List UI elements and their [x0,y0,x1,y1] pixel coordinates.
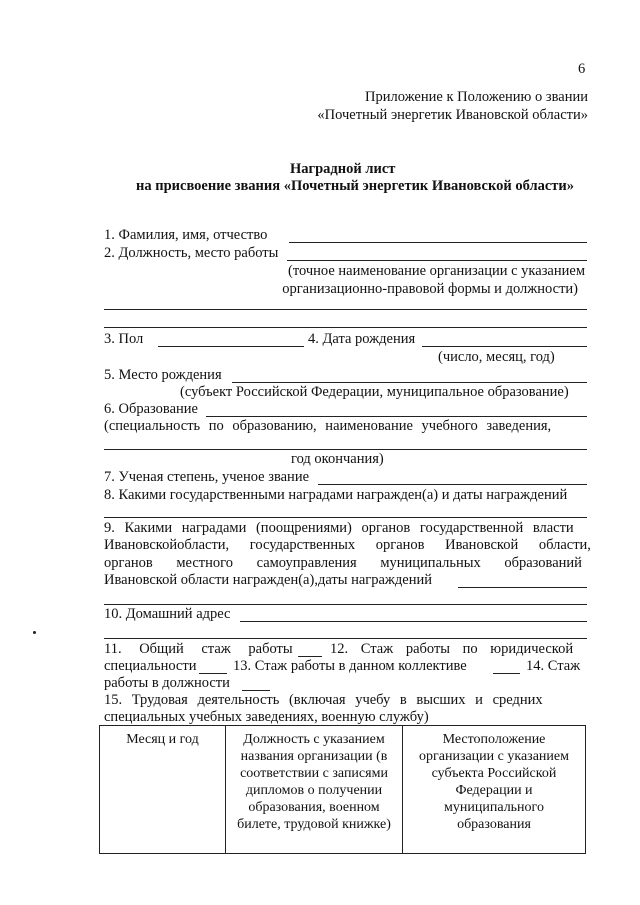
table-header-month-year [100,726,226,854]
field-education-label: 6. Образование [104,401,198,417]
field-education-line-2 [104,449,587,450]
appendix-line-2: «Почетный энергетик Ивановской области» [317,107,588,123]
field-position-experience-label: 14. Стаж [526,658,581,674]
field-regional-awards-l3: органов местного самоуправления муниципальных образований [104,555,582,571]
field-total-experience-line [298,656,322,657]
field-education-note-2: год окончания) [291,451,384,467]
margin-dot [33,631,36,634]
field-regional-awards-line [458,587,587,588]
field-birth-date-label: 4. Дата рождения [308,331,416,347]
field-address-line-2 [104,638,587,639]
table-header-position [226,726,403,854]
field-position-note-2: организационно-правовой формы и должности) [282,281,578,297]
table-header-text: Месяц и год [126,732,199,747]
table-header-text: муниципального [444,800,544,815]
field-degree-line [318,484,587,485]
field-education-line [206,416,587,417]
field-birth-date-note: (число, месяц, год) [438,349,555,365]
table-row [100,726,586,854]
field-state-awards-line [104,517,587,518]
page-number: 6 [578,61,586,77]
field-total-experience-label: 11. Общий стаж работы [104,641,293,657]
field-specialty-line [199,673,227,674]
field-position-line-3 [104,327,587,328]
table-header-text: субъекта Российской [431,766,557,781]
field-position-line [287,260,587,261]
field-specialty-label: специальности [104,658,197,674]
table-header-text: организации с указанием [419,749,569,764]
field-full-name-label: 1. Фамилия, имя, отчество [104,227,268,243]
field-position-experience-label-2: работы в должности [104,675,230,691]
field-state-awards-label: 8. Какими государственными наградами награжден(а) и даты награждений [104,487,568,503]
field-sex-label: 3. Пол [104,331,144,347]
title-line-2: на присвоение звания «Почетный энергетик Ивановской области» [136,178,575,194]
field-position-label: 2. Должность, место работы [104,245,279,261]
field-address-label: 10. Домашний адрес [104,606,231,622]
field-work-history-l2: специальных учебных заведениях, военную службу) [104,709,429,725]
field-sex-line [158,346,304,347]
table-header-text: образования, военном [248,800,380,815]
field-full-name-line [289,242,587,243]
table-header-text: соответствии с записями [240,766,388,781]
field-birth-date-line [422,346,587,347]
field-regional-awards-l4: Ивановской области награжден(а),даты награждений [104,572,433,588]
table-header-text: образования [457,817,531,832]
table-header-text: Местоположение [442,732,546,747]
field-position-note-1: (точное наименование организации с указанием [288,263,585,279]
table-header-text: дипломов о получении [245,783,383,798]
field-position-line-2 [104,309,587,310]
field-regional-awards-l2: Ивановскойобласти, государственных органов Ивановской области, [104,537,591,553]
title-line-1: Наградной лист [290,161,396,177]
field-degree-label: 7. Ученая степень, ученое звание [104,469,310,485]
field-regional-awards-l1: 9. Какими наградами (поощрениями) органов государственной власти [104,520,574,536]
field-education-note-1: (специальность по образованию, наименование учебного заведения, [104,418,552,434]
work-history-table [99,725,586,854]
table-header-text: билете, трудовой книжке) [237,817,391,832]
field-collective-experience-label: 13. Стаж работы в данном коллективе [233,658,467,674]
field-birthplace-line [232,382,587,383]
field-address-line [240,621,587,622]
table-header-text: названия организации (в [240,749,388,764]
appendix-line-1: Приложение к Положению о звании [365,89,588,105]
field-legal-experience-label: 12. Стаж работы по юридической [330,641,574,657]
field-work-history-l1: 15. Трудовая деятельность (включая учебу в высших и средних [104,692,543,708]
field-regional-awards-line-2 [104,604,587,605]
table-header-text: Федерации и [455,783,533,798]
field-birthplace-note: (субъект Российской Федерации, муниципальное образование) [180,384,569,400]
table-header-location [403,726,586,854]
field-collective-experience-line [493,673,520,674]
field-birthplace-label: 5. Место рождения [104,367,222,383]
field-position-experience-line [242,690,270,691]
table-header-text: Должность с указанием [243,732,385,747]
